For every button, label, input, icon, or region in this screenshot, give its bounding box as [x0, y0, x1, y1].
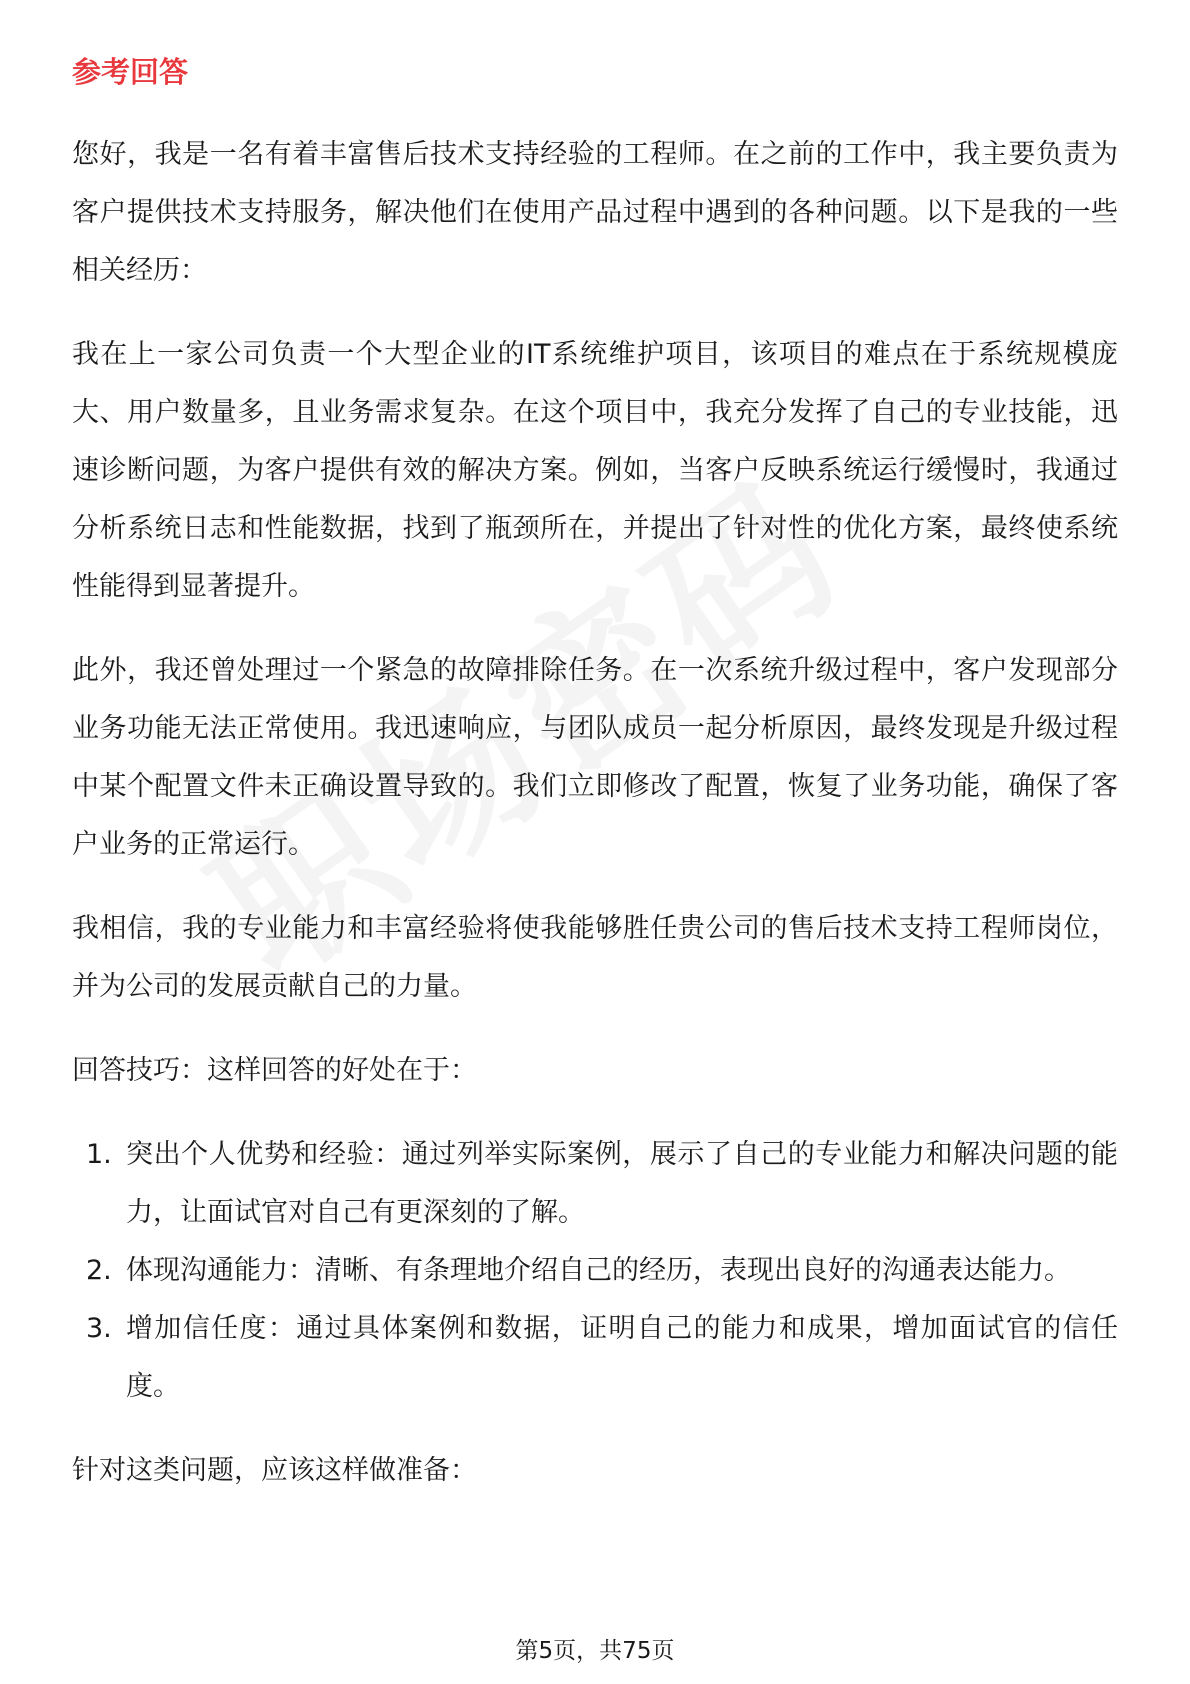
list-item-text: 突出个人优势和经验：通过列举实际案例，展示了自己的专业能力和解决问题的能力，让面试官对自己有更深刻的了解。 — [126, 1139, 1118, 1228]
document-content — [72, 48, 1118, 1526]
list-item-text: 体现沟通能力：清晰、有条理地介绍自己的经历，表现出良好的沟通表达能力。 — [126, 1255, 1071, 1286]
list-item — [72, 1300, 1118, 1416]
list-item — [72, 1126, 1118, 1242]
tips-list — [72, 1126, 1118, 1416]
list-number: 3. — [86, 1313, 112, 1344]
answer-paragraph-1: 您好，我是一名有着丰富售后技术支持经验的工程师。在之前的工作中，我主要负责为客户提供技术支持服务，解决他们在使用产品过程中遇到的各种问题。以下是我的一些相关经历： — [72, 139, 1118, 286]
list-number: 2. — [86, 1255, 112, 1286]
prep-intro: 针对这类问题，应该这样做准备： — [72, 1455, 477, 1486]
list-item — [72, 1242, 1118, 1300]
answer-paragraph-4: 我相信，我的专业能力和丰富经验将使我能够胜任贵公司的售后技术支持工程师岗位，并为公司的发展贡献自己的力量。 — [72, 913, 1118, 1002]
page-number: 第5页，共75页 — [515, 1638, 675, 1664]
answer-paragraph-3: 此外，我还曾处理过一个紧急的故障排除任务。在一次系统升级过程中，客户发现部分业务功能无法正常使用。我迅速响应，与团队成员一起分析原因，最终发现是升级过程中某个配置文件未正确设置导致的。我们立即修改了配置，恢复了业务功能，确保了客户业务的正常运行。 — [72, 655, 1118, 860]
section-heading: 参考回答 — [72, 55, 189, 89]
tips-intro: 回答技巧：这样回答的好处在于： — [72, 1055, 477, 1086]
list-item-text: 增加信任度：通过具体案例和数据，证明自己的能力和成果，增加面试官的信任度。 — [126, 1313, 1118, 1402]
answer-paragraph-2: 我在上一家公司负责一个大型企业的IT系统维护项目，该项目的难点在于系统规模庞大、用户数量多，且业务需求复杂。在这个项目中，我充分发挥了自己的专业技能，迅速诊断问题，为客户提供有效的解决方案。例如，当客户反映系统运行缓慢时，我通过分析系统日志和性能数据，找到了瓶颈所在，并提出了针对性的优化方案，最终使系统性能得到显著提升。 — [72, 339, 1118, 602]
list-number: 1. — [86, 1139, 112, 1170]
